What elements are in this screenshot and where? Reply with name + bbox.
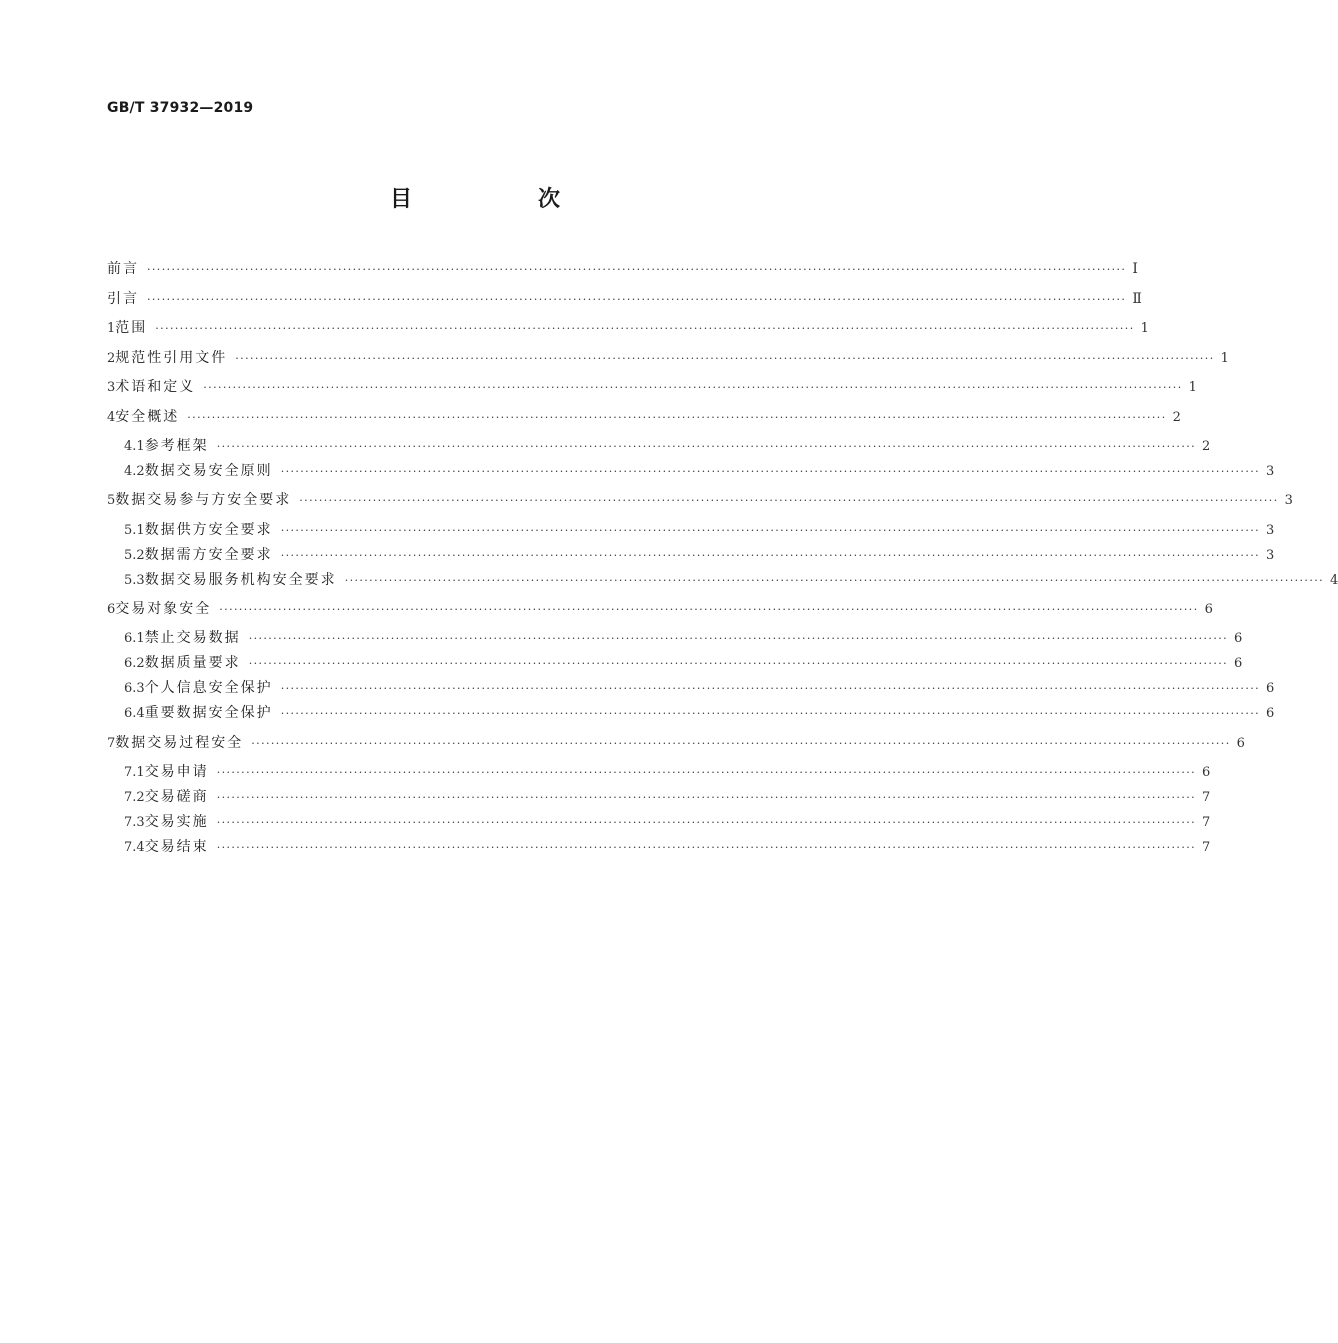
toc-entry-page: 6 xyxy=(1234,631,1243,647)
toc-entry-number: 5.1 xyxy=(124,522,145,538)
toc-entry-label: 交易实施 xyxy=(144,813,209,830)
toc-leader-dots: ········································································································································································································ xyxy=(251,736,1231,750)
toc-entry[interactable] xyxy=(107,627,1243,652)
toc-entry-label: 参考框架 xyxy=(144,438,209,454)
toc-entry[interactable] xyxy=(107,569,1338,594)
toc-entry[interactable] xyxy=(107,811,1211,836)
toc-entry-number: 6 xyxy=(107,601,116,617)
toc-entry-number: 5.2 xyxy=(124,547,145,563)
toc-entry[interactable] xyxy=(107,652,1243,677)
toc-leader-dots: ········································································································································································································ xyxy=(248,632,1229,646)
toc-entry-number: 7 xyxy=(107,735,116,751)
toc-entry-number: 1 xyxy=(107,321,116,336)
toc-leader-dots: ········································································································································································································ xyxy=(299,494,1279,508)
toc-leader-dots: ········································································································································································································ xyxy=(235,351,1215,365)
toc-entry-label: 交易结束 xyxy=(144,838,209,855)
toc-entry[interactable] xyxy=(107,732,1245,762)
toc-entry-label: 数据交易参与方安全要求 xyxy=(115,492,292,509)
toc-entry[interactable] xyxy=(107,544,1275,569)
toc-entry[interactable] xyxy=(107,489,1293,519)
toc-entry[interactable] xyxy=(107,288,1142,318)
toc-leader-dots: ········································································································································································································ xyxy=(216,815,1197,829)
page-title: 目 次 xyxy=(389,187,612,212)
toc-entry-page: Ⅱ xyxy=(1132,290,1142,307)
toc-entry-label: 引言 xyxy=(107,290,139,307)
toc-leader-dots: ········································································································································································································ xyxy=(280,682,1261,696)
standard-number: GB/T 37932—2019 xyxy=(107,100,254,116)
toc-entry-page: 6 xyxy=(1236,735,1245,751)
toc-entry[interactable] xyxy=(107,317,1149,347)
toc-entry-label: 交易磋商 xyxy=(144,788,209,805)
toc-leader-dots: ········································································································································································································ xyxy=(248,657,1229,671)
toc-entry-page: 6 xyxy=(1204,601,1213,617)
toc-entry-number: 5 xyxy=(107,493,116,509)
toc-leader-dots: ········································································································································································································ xyxy=(216,766,1197,780)
toc-entry[interactable] xyxy=(107,460,1275,485)
toc-entry[interactable] xyxy=(107,598,1213,628)
toc-entry-label: 规范性引用文件 xyxy=(115,349,228,366)
toc-entry-number: 6.2 xyxy=(124,656,145,672)
toc-entry-page: 7 xyxy=(1202,839,1211,855)
toc-leader-dots: ········································································································································································································ xyxy=(155,322,1135,335)
toc-entry-page: 3 xyxy=(1266,547,1275,563)
toc-entry-page: 6 xyxy=(1266,706,1275,722)
toc-leader-dots: ········································································································································································································ xyxy=(216,840,1197,854)
toc-entry-number: 4 xyxy=(107,409,116,425)
toc-entry-label: 安全概述 xyxy=(115,408,180,425)
toc-entry-label: 范围 xyxy=(115,320,148,336)
toc-leader-dots: ········································································································································································································ xyxy=(280,548,1261,562)
toc-entry-page: 2 xyxy=(1172,409,1181,425)
toc-entry-number: 5.3 xyxy=(124,572,145,588)
toc-entry-number: 6.1 xyxy=(124,631,145,647)
toc-entry[interactable] xyxy=(107,761,1211,786)
toc-leader-dots: ········································································································································································································ xyxy=(280,523,1261,537)
toc-leader-dots: ········································································································································································································ xyxy=(280,464,1261,478)
toc-entry-label: 交易对象安全 xyxy=(115,600,212,617)
toc-entry-page: Ⅰ xyxy=(1132,261,1138,277)
toc-entry-page: 6 xyxy=(1202,765,1211,781)
toc-entry-number: 7.4 xyxy=(124,839,145,855)
toc-entry-page: 6 xyxy=(1266,681,1275,697)
toc-entry-page: 4 xyxy=(1330,572,1338,588)
toc-entry[interactable] xyxy=(107,347,1229,377)
toc-entry-number: 6.4 xyxy=(124,706,145,722)
toc-entry-number: 7.2 xyxy=(124,789,145,805)
toc-leader-dots: ········································································································································································································ xyxy=(280,707,1261,721)
toc-entry[interactable] xyxy=(107,435,1211,460)
toc-entry-label: 重要数据安全保护 xyxy=(144,705,273,722)
toc-entry-number: 7.3 xyxy=(124,814,145,830)
toc-entry[interactable] xyxy=(107,677,1275,702)
toc-entry-label: 禁止交易数据 xyxy=(144,630,241,647)
toc-leader-dots: ········································································································································································································ xyxy=(344,573,1325,587)
toc-entry-label: 数据交易服务机构安全要求 xyxy=(144,571,337,588)
toc-entry[interactable] xyxy=(107,519,1275,544)
toc-entry-number: 7.1 xyxy=(124,765,145,781)
toc-entry-number: 4.2 xyxy=(124,463,145,479)
table-of-contents xyxy=(107,258,1338,861)
toc-entry-page: 1 xyxy=(1220,350,1229,366)
toc-entry-number: 6.3 xyxy=(124,681,145,697)
toc-entry[interactable] xyxy=(107,376,1197,406)
toc-entry-label: 数据需方安全要求 xyxy=(144,546,273,563)
toc-leader-dots: ········································································································································································································ xyxy=(147,292,1127,306)
toc-leader-dots: ········································································································································································································ xyxy=(187,410,1167,424)
toc-entry[interactable] xyxy=(107,836,1211,861)
toc-entry-number: 4.1 xyxy=(124,439,145,454)
toc-entry-page: 2 xyxy=(1202,439,1211,454)
toc-leader-dots: ········································································································································································································ xyxy=(216,440,1197,453)
toc-leader-dots: ········································································································································································································ xyxy=(216,790,1197,804)
toc-entry[interactable] xyxy=(107,258,1138,288)
toc-entry-number: 3 xyxy=(107,380,116,395)
toc-entry-page: 1 xyxy=(1140,321,1149,336)
toc-entry-page: 3 xyxy=(1266,463,1275,479)
toc-entry[interactable] xyxy=(107,702,1275,727)
toc-leader-dots: ········································································································································································································ xyxy=(219,602,1199,616)
toc-entry[interactable] xyxy=(107,406,1181,436)
toc-leader-dots: ········································································································································································································ xyxy=(147,263,1127,276)
toc-entry-page: 3 xyxy=(1284,493,1293,509)
toc-entry-label: 数据质量要求 xyxy=(144,655,241,672)
toc-entry[interactable] xyxy=(107,786,1211,811)
toc-entry-page: 7 xyxy=(1202,789,1211,805)
toc-leader-dots: ········································································································································································································ xyxy=(203,381,1183,394)
toc-entry-number: 2 xyxy=(107,350,116,366)
toc-entry-label: 前言 xyxy=(107,261,139,277)
toc-entry-page: 1 xyxy=(1188,380,1197,395)
toc-entry-page: 3 xyxy=(1266,522,1275,538)
toc-entry-label: 数据供方安全要求 xyxy=(144,521,273,538)
toc-entry-label: 个人信息安全保护 xyxy=(144,680,273,697)
toc-entry-page: 7 xyxy=(1202,814,1211,830)
toc-entry-label: 交易申请 xyxy=(144,764,209,781)
toc-entry-page: 6 xyxy=(1234,656,1243,672)
toc-entry-label: 术语和定义 xyxy=(115,379,196,395)
toc-entry-label: 数据交易过程安全 xyxy=(115,734,244,751)
toc-entry-label: 数据交易安全原则 xyxy=(144,462,273,479)
